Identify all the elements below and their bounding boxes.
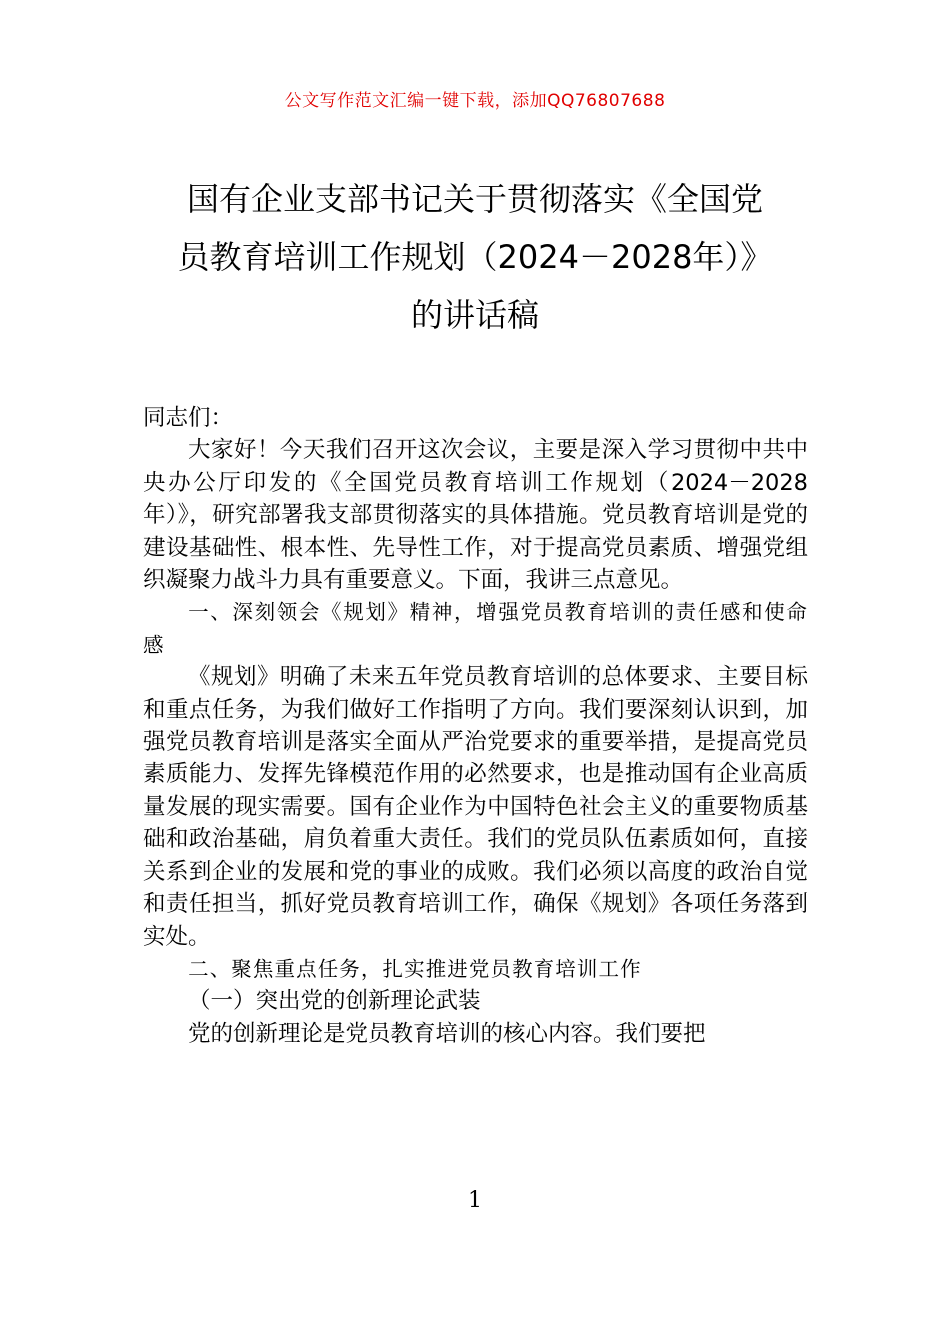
subsection-heading-1: （一）突出党的创新理论武装 xyxy=(188,988,481,1015)
title-line: 员教育培训工作规划（2024－2028年）》 xyxy=(177,238,773,276)
document-body xyxy=(143,402,808,1050)
section-heading-1: 一、深刻领会《规划》精神，增强党员教育培训的责任感和使命感 xyxy=(143,600,808,657)
title-line: 的讲话稿 xyxy=(410,296,539,334)
salutation: 同志们： xyxy=(143,405,234,431)
title-line: 国有企业支部书记关于贯彻落实《全国党 xyxy=(186,180,763,218)
paragraph-section-1: 《规划》明确了未来五年党员教育培训的总体要求、主要目标和重点任务，为我们做好工作指明了方向。我们要深刻认识到，加强党员教育培训是落实全面从严治党要求的重要举措，是提高党员素质能力、发挥先锋模范作用的必然要求，也是推动国有企业高质量发展的现实需要。国有企业作为中国特色社会主义的重要物质基础和政治基础，肩负着重大责任。我们的党员队伍素质如何，直接关系到企业的发展和党的事业的成败。我们必须以高度的政治自觉和责任担当，抓好党员教育培训工作，确保《规划》各项任务落到实处。 xyxy=(143,664,808,950)
promo-banner: 公文写作范文汇编一键下载，添加QQ76807688 xyxy=(284,91,666,111)
paragraph-subsection-1: 党的创新理论是党员教育培训的核心内容。我们要把 xyxy=(188,1020,706,1047)
section-heading-2: 二、聚焦重点任务，扎实推进党员教育培训工作 xyxy=(188,956,642,981)
page-number: 1 xyxy=(468,1188,482,1213)
document-title xyxy=(140,170,810,344)
paragraph-intro: 大家好！今天我们召开这次会议，主要是深入学习贯彻中共中央办公厅印发的《全国党员教育培训工作规划（2024－2028年）》，研究部署我支部贯彻落实的具体措施。党员教育培训是党的建设基础性、根本性、先导性工作，对于提高党员素质、增强党组织凝聚力战斗力具有重要意义。下面，我讲三点意见。 xyxy=(143,437,808,594)
